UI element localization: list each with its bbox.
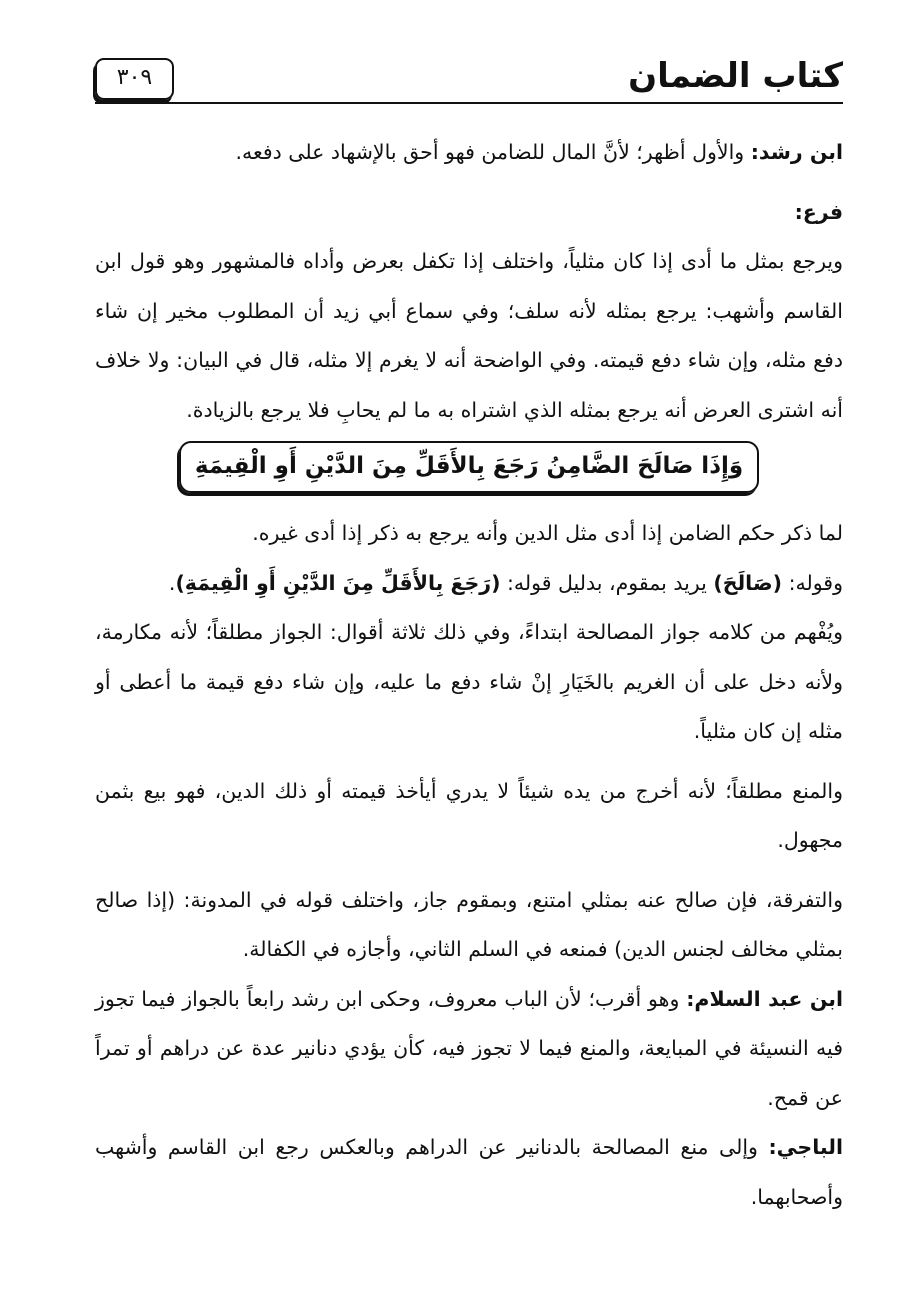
paragraph-text: وهو أقرب؛ لأن الباب معروف، وحكى ابن رشد رابعاً بالجواز فيما تجوز فيه النسيئة في المبايعة، والمنع فيما لا تجوز فيه، كأن يؤدي دنانير عدة عن دراهم أو تمراً عن قمح. — [95, 986, 843, 1110]
matn-text-box: وَإِذَا صَالَحَ الضَّامِنُ رَجَعَ بِالأَقَلِّ مِنَ الدَّيْنِ أَوِ الْقِيمَةِ — [179, 441, 759, 493]
paragraph-commentary-2 — [95, 559, 843, 609]
text-segment: . — [168, 570, 176, 595]
matn-container — [95, 441, 843, 499]
paragraph-prohibition: والمنع مطلقاً؛ لأنه أخرج من يده شيئاً لا يدري أيأخذ قيمته أو ذلك الدين، فهو بيع بثمن مجهول. — [95, 778, 843, 852]
paragraph-three-opinions: ويُفْهم من كلامه جواز المصالحة ابتداءً، وفي ذلك ثلاثة أقوال: الجواز مطلقاً؛ لأنه مكارمة، ولأنه دخل على أن الغريم بالخَيَارِ إنْ شاء دفع ما عليه، وإن شاء دفع قيمة ما أعطى أو مثله إن كان مثلياً. — [95, 620, 843, 743]
section-heading-far: فرع: — [794, 199, 843, 224]
text-segment: وقوله: — [782, 570, 843, 595]
paragraph-baji — [95, 1123, 843, 1222]
paragraph-far-body: ويرجع بمثل ما أدى إذا كان مثلياً، واختلف إذا تكفل بعرض وأداه فالمشهور وهو قول ابن القاسم وأشهب: يرجع بمثله لأنه سلف؛ وفي سماع أبي زيد أن المطلوب مخير إن شاء دفع مثله، وإن شاء دفع قيمته. وفي الواضحة أنه لا يغرم إلا مثله، قال في البيان: ولا خلاف أنه اشترى العرض أنه يرجع بمثله الذي اشتراه به ما لم يحابِ فلا يرجع بالزيادة. — [95, 249, 843, 422]
spacer — [95, 178, 843, 188]
header-divider — [95, 102, 843, 104]
speaker-label: ابن رشد: — [750, 140, 843, 164]
page-header — [95, 52, 843, 112]
quoted-matn: (رَجَعَ بِالأَقَلِّ مِنَ الدَّيْنِ أَوِ الْقِيمَةِ) — [175, 570, 501, 595]
paragraph-distinction: والتفرقة، فإن صالح عنه بمثلي امتنع، وبمقوم جاز، واختلف قوله في المدونة: (إذا صالح بمثلي مخالف لجنس الدين) فمنعه في السلم الثاني، وأجازه في الكفالة. — [95, 887, 843, 961]
paragraph-ibn-rushd — [95, 128, 843, 178]
speaker-label: ابن عبد السلام: — [686, 986, 843, 1011]
book-title: كتاب الضمان — [628, 56, 843, 96]
paragraph-text: والأول أظهر؛ لأنَّ المال للضامن فهو أحق بالإشهاد على دفعه. — [235, 140, 751, 164]
paragraph-text: وإلى منع المصالحة بالدنانير عن الدراهم وبالعكس رجع ابن القاسم وأشهب وأصحابهما. — [95, 1135, 843, 1209]
quoted-matn: (صَالَحَ) — [713, 570, 783, 595]
page-body — [95, 128, 843, 1222]
paragraph-commentary-1: لما ذكر حكم الضامن إذا أدى مثل الدين وأنه يرجع به ذكر إذا أدى غيره. — [252, 521, 843, 545]
paragraph-ibn-abd-salam — [95, 975, 843, 1124]
page-number: ٣٠٩ — [95, 58, 174, 100]
spacer — [95, 757, 843, 767]
speaker-label: الباجي: — [768, 1135, 843, 1159]
text-segment: يريد بمقوم، بدليل قوله: — [500, 570, 714, 595]
spacer — [95, 866, 843, 876]
